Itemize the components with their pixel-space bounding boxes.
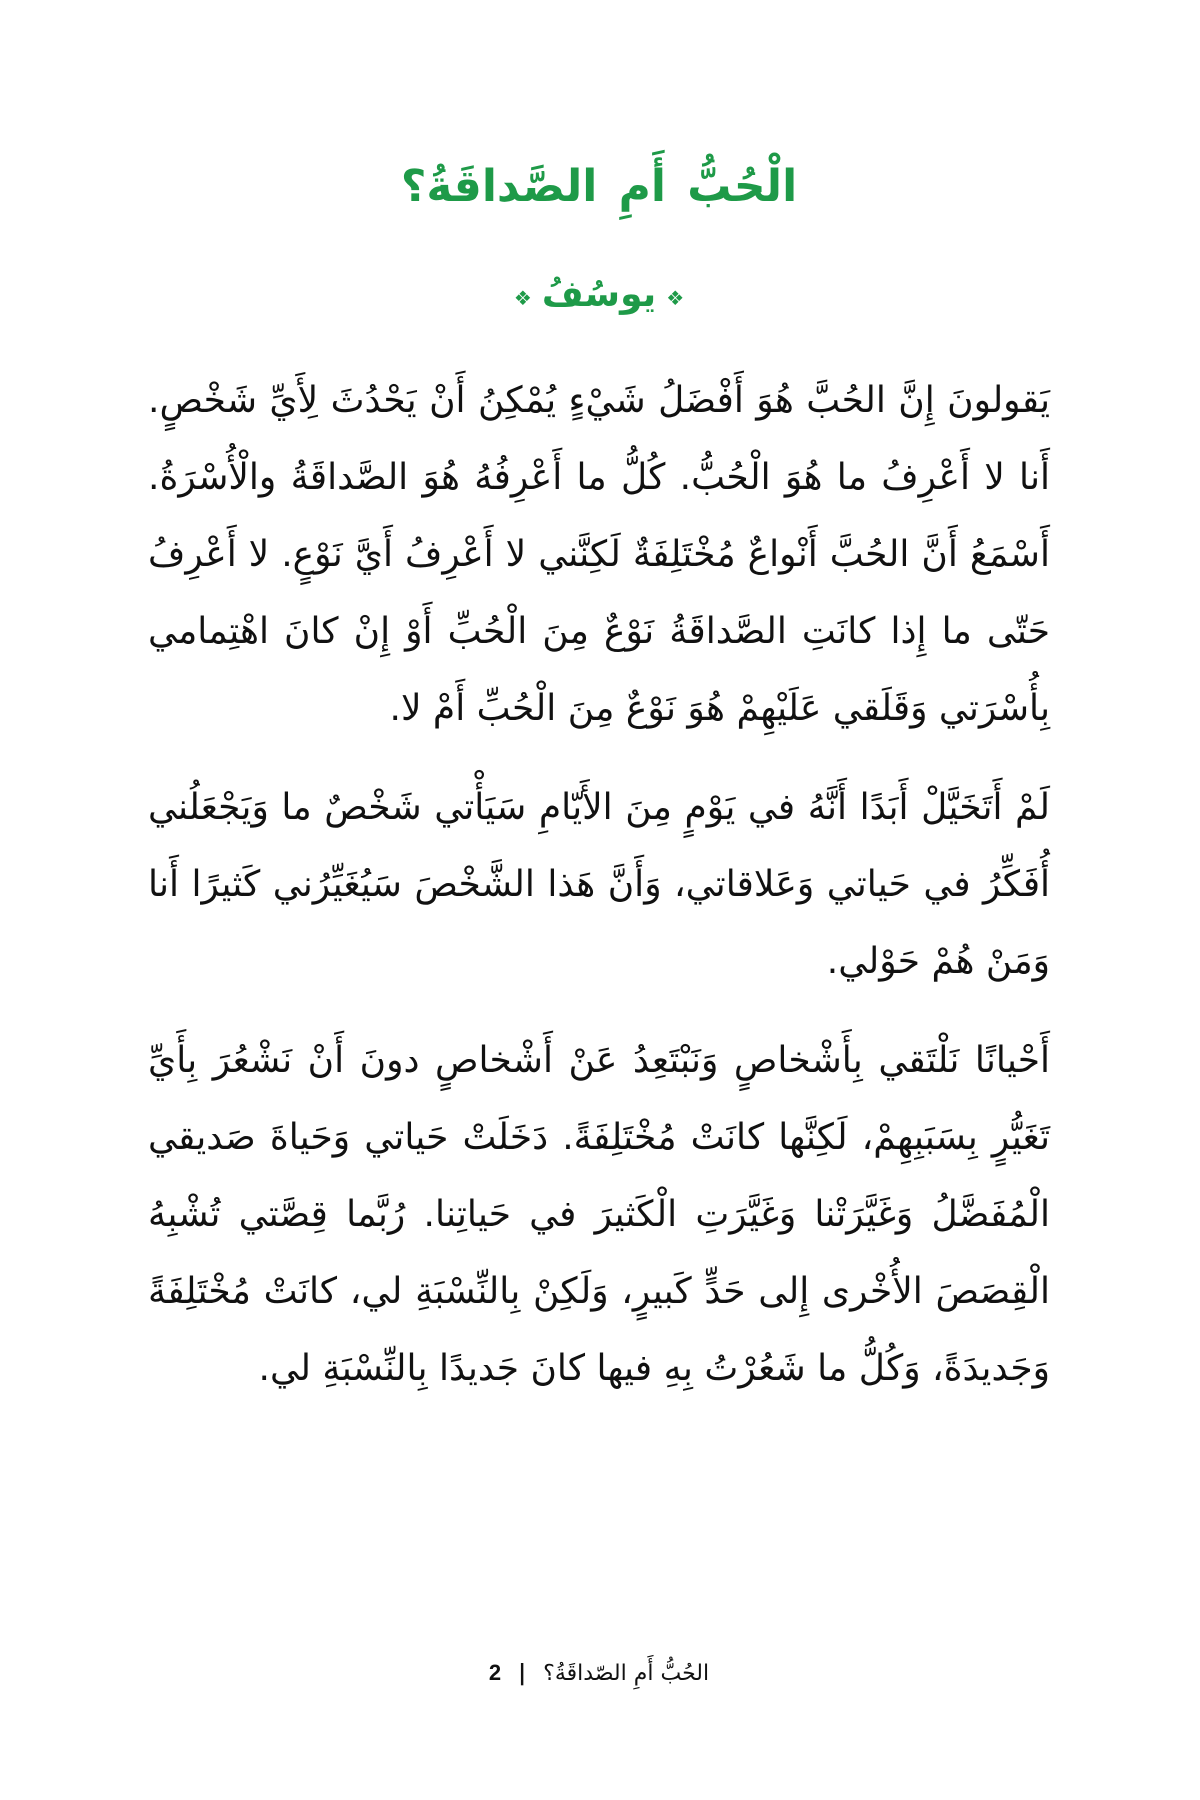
ornament-diamond-icon: ❖ bbox=[513, 286, 532, 310]
paragraph-3: أحيانا نلتقي بأشخاص ونبتعد عن أشخاص دون أن نشعر بأي تغير بسببهم، لكنها كانت مختلفة. دخلت حياتي وحياة صديقي المفضل وغيرتنا وغيرت الكثير في حياتنا. ربما قصتي تشبه القصص الأخرى إلى حد كبير، ولكن بالنسبة لي، كانت مختلفة وجديدة، وكل ما شعرت به فيها كان جديدا بالنسبة لي. bbox=[148, 1040, 1051, 1389]
book-page bbox=[148, 0, 1050, 1800]
paragraph-2: لم أتخيل أبدا أنه في يوم من الأيام سيأتي شخص ما ويجعلني أفكر في حياتي وعلاقاتي، وأن هذا الشخص سيغيرني كثيرا أنا ومن هم حولي. bbox=[148, 787, 1051, 982]
story-title: الْحُبُّ أَمِ الصَّداقَةُ؟ bbox=[400, 161, 798, 212]
page-footer bbox=[148, 1658, 1050, 1690]
author-name: يوسُفُ bbox=[541, 274, 657, 315]
story-body bbox=[148, 362, 1050, 1429]
running-title: الحب أم الصداقة؟ bbox=[543, 1661, 710, 1686]
paragraph-1: يقولون إن الحب هو أفضل شيء يمكن أن يحدث لي شخص. أنا لا أعرف ما هو الحب. كل ما أعرفه هو الصداقة والسرة. أسمع أن الحب أنواع مختلفة لكنني لا أعرف أي نوع. لا أعرف حتى ما إذا كانت الصداقة نوع من الحب أو إن كان اهتمامي بأسرتي وقلقي عليهم هو نوع من الحب أم لا. bbox=[148, 380, 1051, 729]
footer-separator: | bbox=[518, 1661, 527, 1686]
author-line bbox=[148, 272, 1050, 319]
ornament-diamond-icon: ❖ bbox=[666, 286, 685, 310]
page-number: 2 bbox=[488, 1660, 502, 1685]
